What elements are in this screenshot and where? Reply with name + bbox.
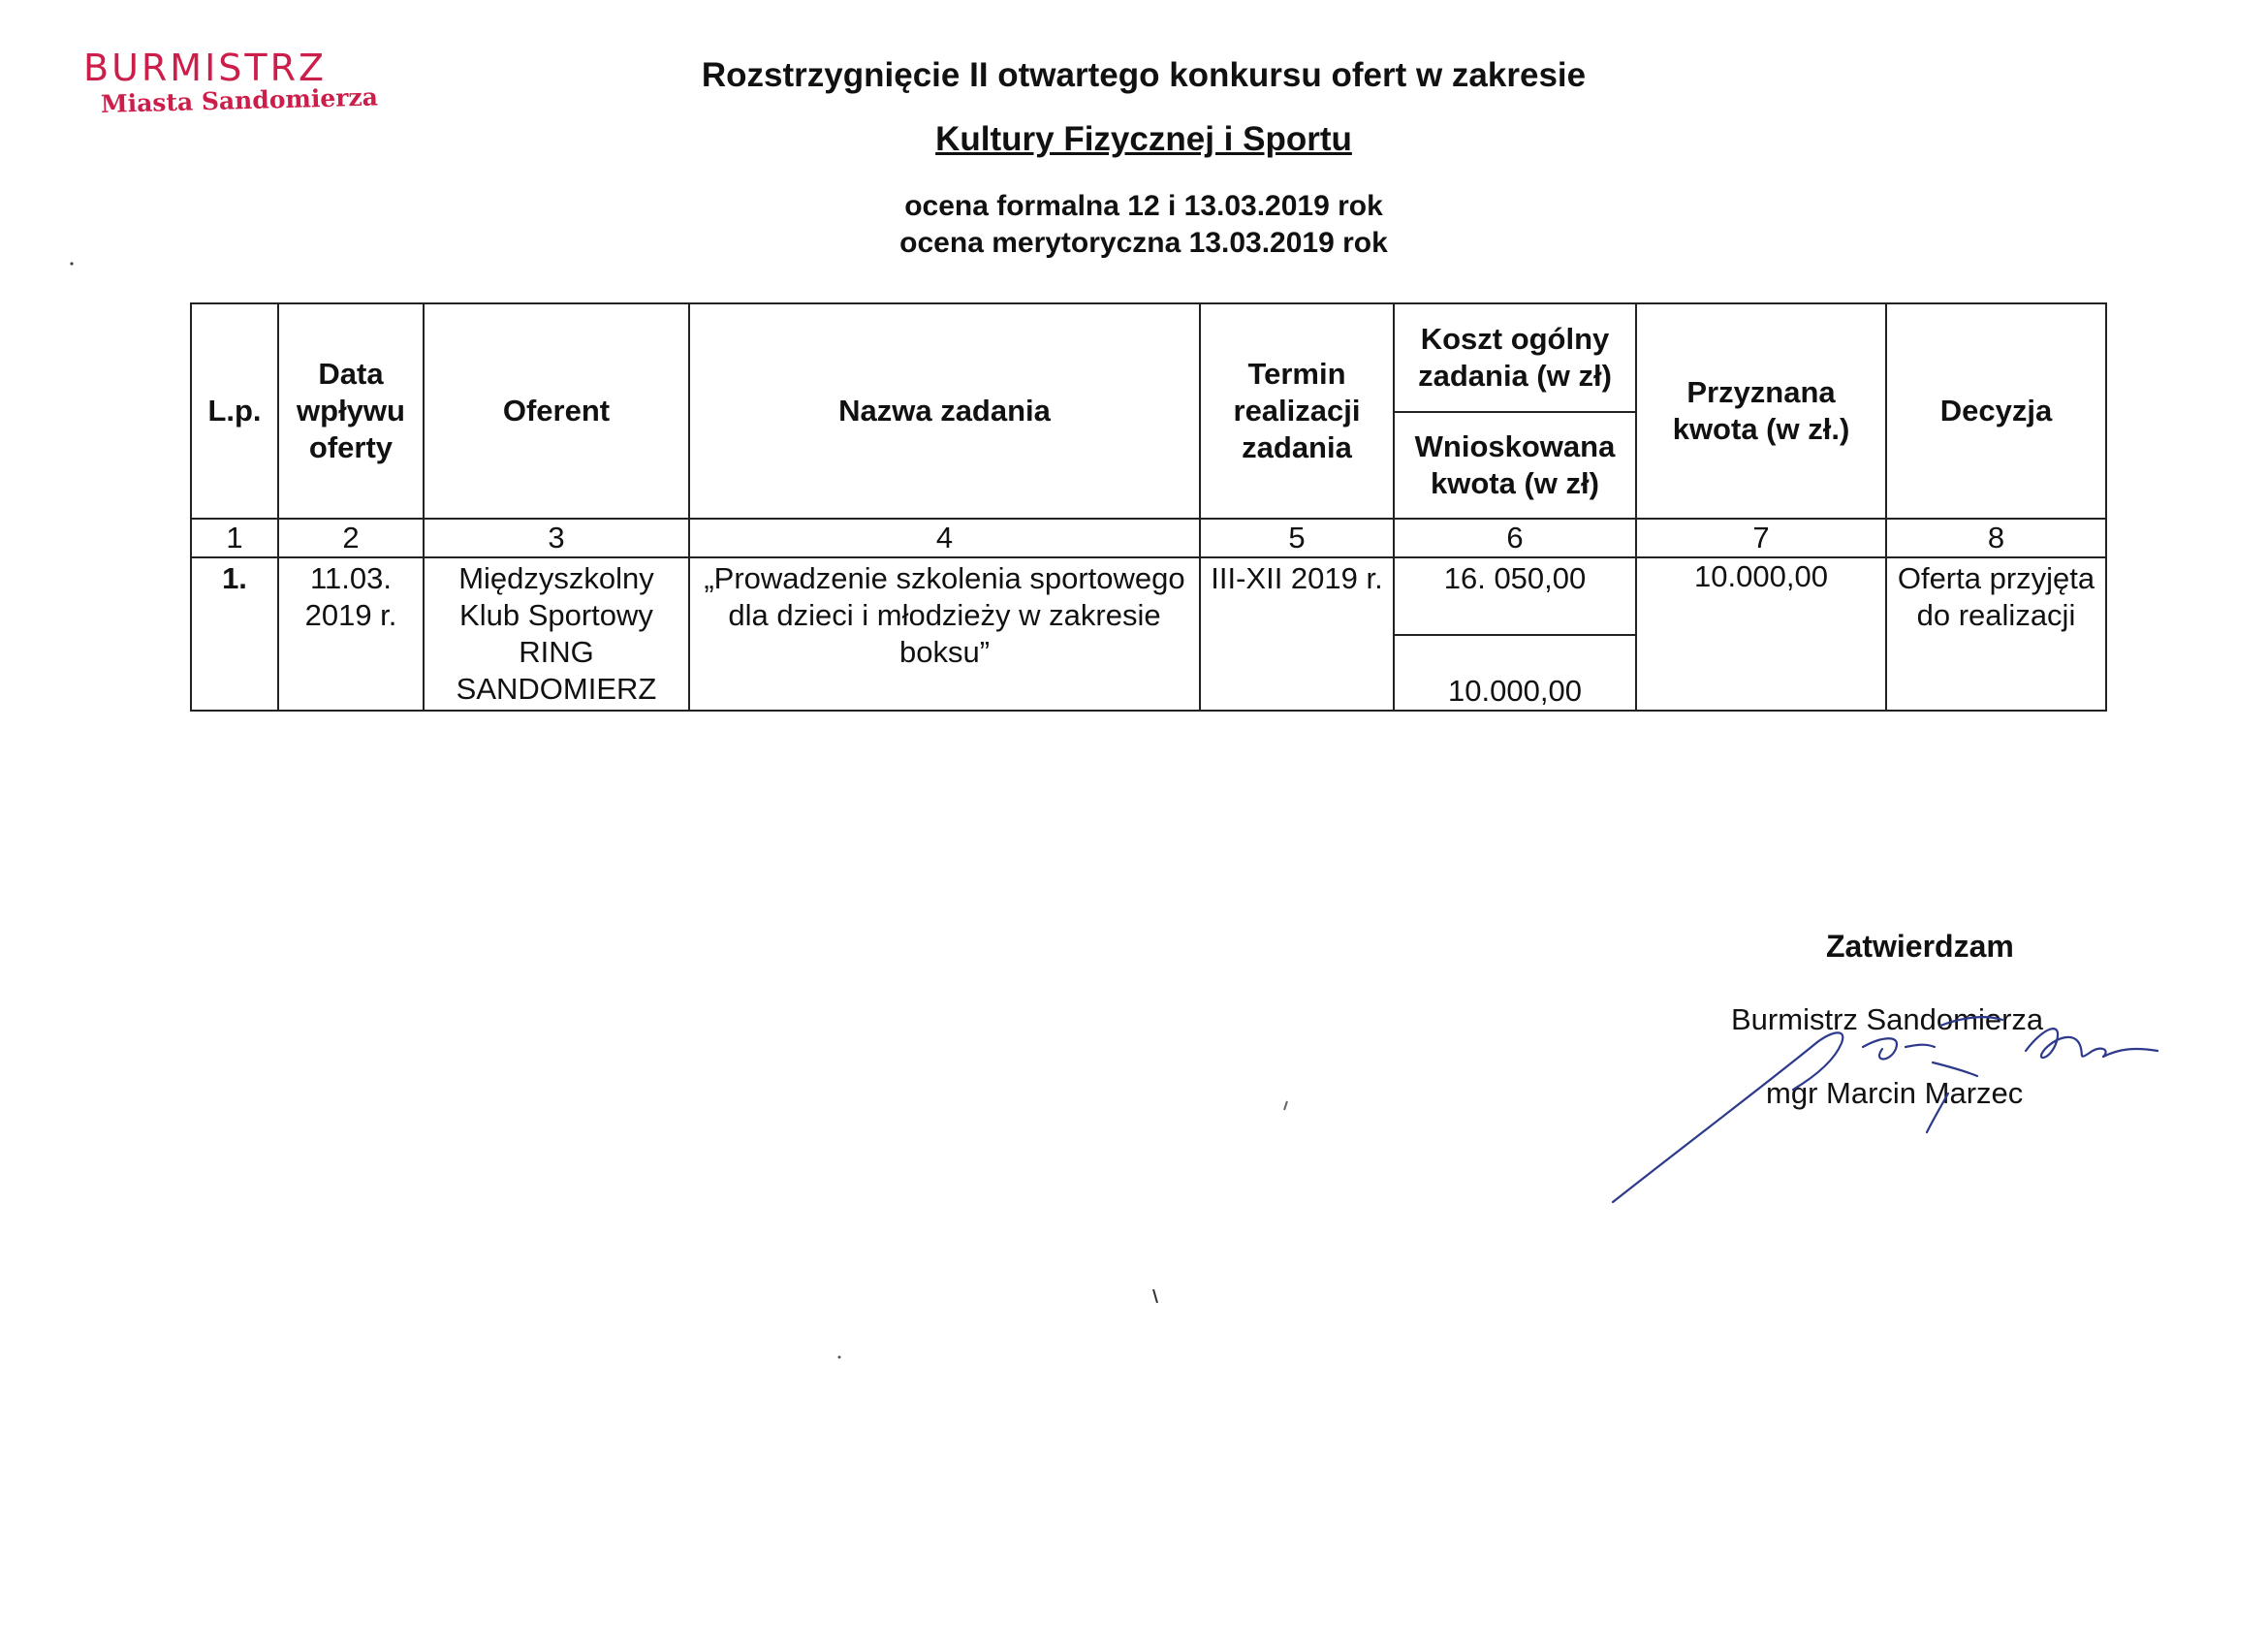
table-row [191,557,2106,635]
document-subtitle: Kultury Fizycznej i Sportu [935,120,1352,158]
column-number-row [191,519,2106,557]
stamp-city: Miasta Sandomierza [100,82,379,118]
header-granted: Przyznana kwota (w zł.) [1636,303,1886,519]
cell-requested: 10.000,00 [1394,635,1636,711]
handwritten-signature [1599,989,2181,1221]
header-row [191,303,2106,412]
approval-label: Zatwierdzam [1826,929,2014,964]
header-total-cost: Koszt ogólny zadania (w zł) [1394,303,1636,412]
cell-lp: 1. [191,557,278,711]
header-date: Data wpływu oferty [278,303,424,519]
column-number: 5 [1200,519,1394,557]
header-requested: Wnioskowana kwota (w zł) [1394,412,1636,519]
column-number: 1 [191,519,278,557]
header-decision: Decyzja [1886,303,2106,519]
column-number: 6 [1394,519,1636,557]
header-task-name: Nazwa zadania [689,303,1200,519]
cell-date: 11.03. 2019 r. [278,557,424,711]
mayor-stamp [83,47,432,120]
column-number: 7 [1636,519,1886,557]
document-title: Rozstrzygnięcie II otwartego konkursu ofert w zakresie [701,56,1587,94]
header-term: Termin realizacji zadania [1200,303,1394,519]
column-number: 8 [1886,519,2106,557]
cell-offeror: Międzyszkolny Klub Sportowy RING SANDOMIERZ [424,557,689,711]
signer-name: mgr Marcin Marzec [1766,1076,2024,1110]
stamp-title: BURMISTRZ [83,47,328,89]
cell-total-cost: 16. 050,00 [1394,557,1636,635]
cell-task-name: „Prowadzenie szkolenia sportowego dla dzieci i młodzieży w zakresie boksu” [689,557,1200,711]
formal-evaluation-date: ocena formalna 12 i 13.03.2019 rok [904,190,1383,222]
cell-term: III-XII 2019 r. [1200,557,1394,711]
column-number: 4 [689,519,1200,557]
header-offeror: Oferent [424,303,689,519]
evaluation-dates [562,188,1725,262]
header-lp: L.p. [191,303,278,519]
cell-decision: Oferta przyjęta do realizacji [1886,557,2106,711]
cell-granted: 10.000,00 [1636,557,1886,711]
column-number: 2 [278,519,424,557]
merit-evaluation-date: ocena merytoryczna 13.03.2019 rok [899,227,1388,259]
results-table [190,302,2107,712]
column-number: 3 [424,519,689,557]
signer-title: Burmistrz Sandomierza [1731,1002,2044,1036]
